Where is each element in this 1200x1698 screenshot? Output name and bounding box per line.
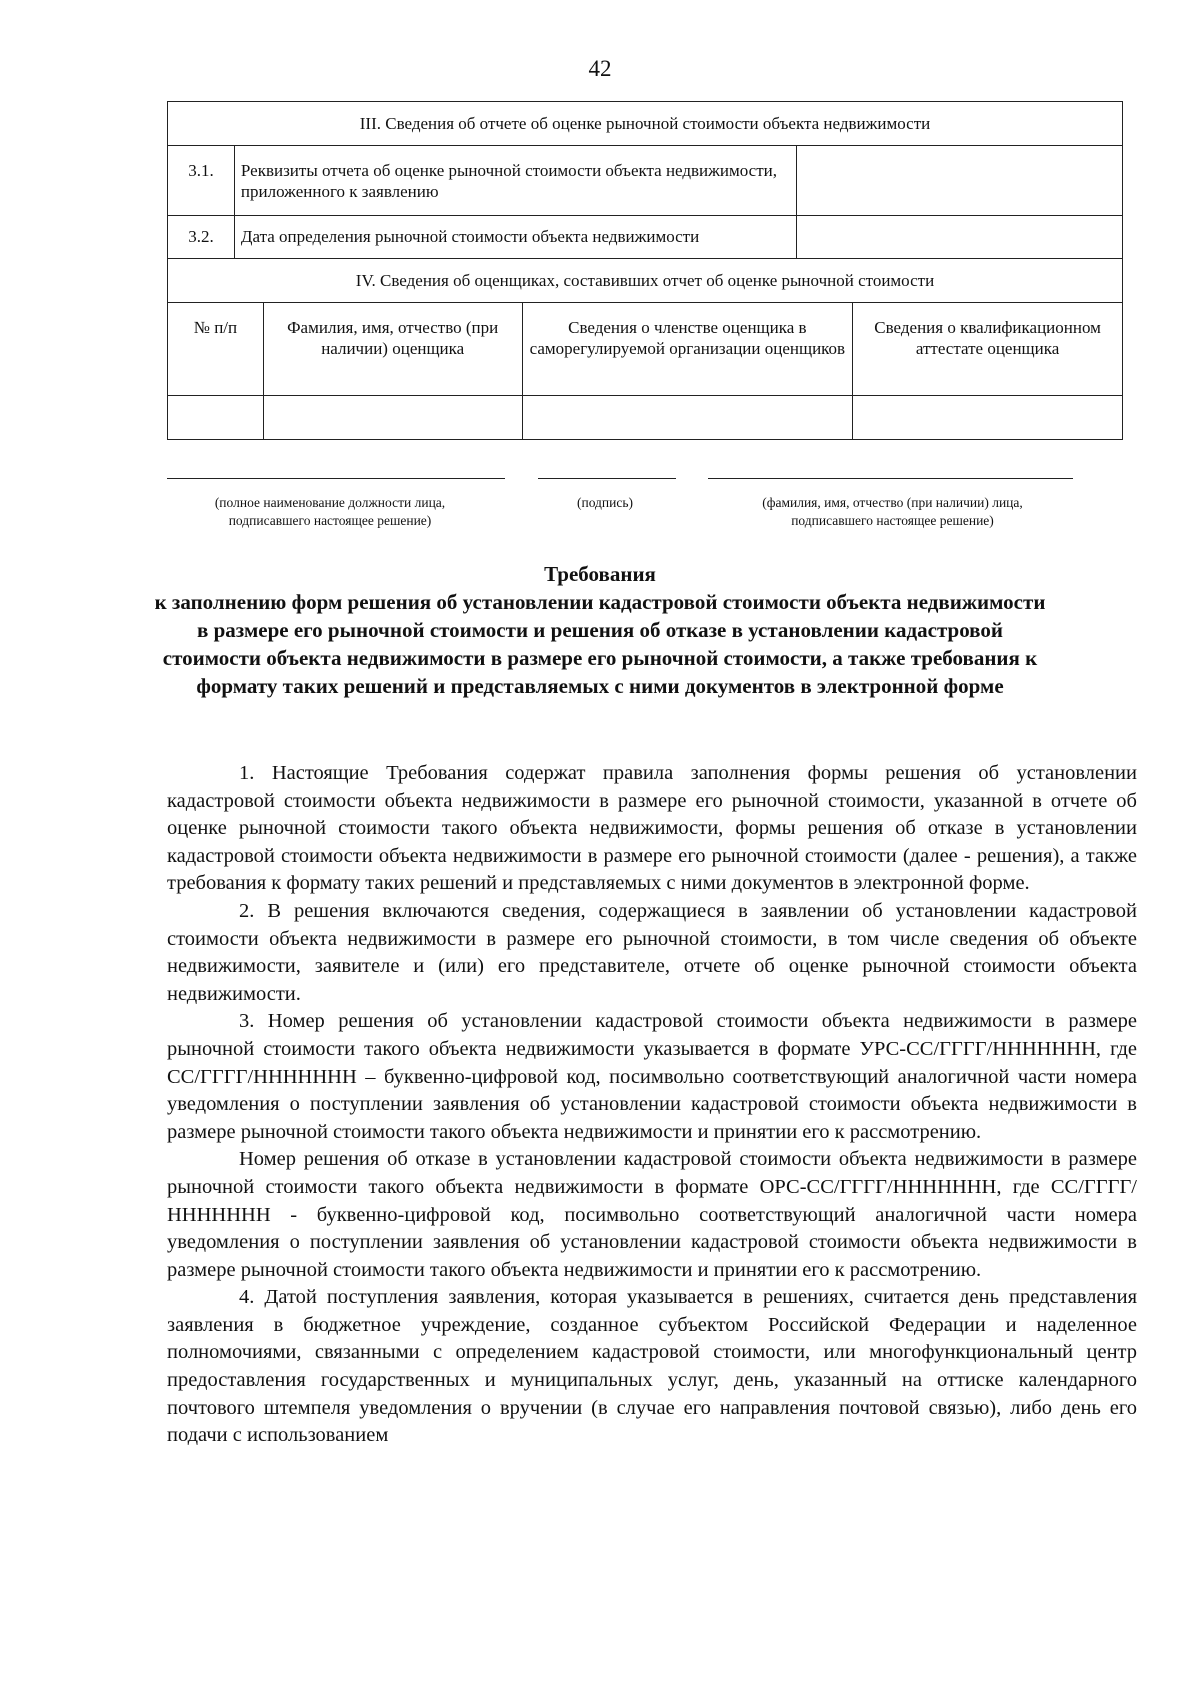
paragraph-3-refusal: Номер решения об отказе в установлении кадастровой стоимости объекта недвижимости в размере рыночной стоимости такого объекта недвижимости в формате ОРС-СС/ГГГГ/ННННННН, где СС/ГГГГ/ННННННН - буквенно-цифровой код, посимвольно соответствующий аналогичной части номера уведомления о поступлении заявления об установлении кадастровой стоимости объекта недвижимости в размере рыночной стоимости такого объекта недвижимости и принятии его к рассмотрению.	[167, 1148, 1137, 1281]
header-qualification-certificate: Сведения о квалификационном аттестате оценщика	[853, 303, 1123, 396]
header-number: № п/п	[168, 303, 264, 396]
signature-caption: (подпись)	[576, 495, 634, 510]
paragraph-1: 1. Настоящие Требования содержат правила заполнения формы решения об установлении кадастровой стоимости объекта недвижимости в размере его рыночной стоимости, указанной в отчете об оценке рыночной стоимости такого объекта недвижимости, формы решения об отказе в установлении кадастровой стоимости объекта недвижимости в размере его рыночной стоимости (далее - решения), а также требования к формату таких решений и представляемых с ними документов в электронной форме.	[167, 762, 1137, 895]
empty-cell	[522, 396, 853, 440]
position-signature-line	[167, 478, 505, 479]
row-3-2-number: 3.2.	[168, 216, 235, 259]
row-3-1-label: Реквизиты отчета об оценке рыночной стоимости объекта недвижимости, приложенного к заявлению	[234, 146, 796, 216]
header-sro-membership: Сведения о членстве оценщика в саморегулируемой организации оценщиков	[522, 303, 853, 396]
signature-line	[538, 478, 676, 479]
requirements-title: Требования	[544, 562, 656, 586]
section-3-title: III. Сведения об отчете об оценке рыночной стоимости объекта недвижимости	[168, 102, 1123, 146]
row-3-1-value	[797, 146, 1123, 216]
row-3-1-number: 3.1.	[168, 146, 235, 216]
header-appraiser-name: Фамилия, имя, отчество (при наличии) оценщика	[263, 303, 522, 396]
name-signature-line	[708, 478, 1073, 479]
appraisal-report-table	[167, 101, 1123, 440]
row-3-2-value	[797, 216, 1123, 259]
row-3-2-label: Дата определения рыночной стоимости объекта недвижимости	[234, 216, 796, 259]
requirements-subtitle: к заполнению форм решения об установлении кадастровой стоимости объекта недвижимости в размере его рыночной стоимости и решения об отказе в установлении кадастровой стоимости объекта недвижимости в размере его рыночной стоимости, а также требования к формату таких решений и представляемых с ними документов в электронной форме	[154, 590, 1046, 698]
page-number: 42	[588, 56, 612, 81]
section-4-title: IV. Сведения об оценщиках, составивших отчет об оценке рыночной стоимости	[168, 259, 1123, 303]
requirements-body	[167, 760, 1137, 1450]
paragraph-3: 3. Номер решения об установлении кадастровой стоимости объекта недвижимости в размере рыночной стоимости такого объекта недвижимости указывается в формате УРС-СС/ГГГГ/ННННННН, где СС/ГГГГ/ННННННН – буквенно-цифровой код, посимвольно соответствующий аналогичной части номера уведомления о поступлении заявления об установлении кадастровой стоимости объекта недвижимости в размере рыночной стоимости такого объекта недвижимости и принятии его к рассмотрению.	[167, 1010, 1137, 1143]
paragraph-2: 2. В решения включаются сведения, содержащиеся в заявлении об установлении кадастровой стоимости объекта недвижимости в размере его рыночной стоимости, в том числе сведения об объекте недвижимости, заявителе и (или) его представителе, отчете об оценке рыночной стоимости объекта недвижимости.	[167, 899, 1137, 1005]
empty-cell	[853, 396, 1123, 440]
empty-cell	[168, 396, 264, 440]
requirements-heading	[150, 560, 1050, 700]
paragraph-4: 4. Датой поступления заявления, которая указывается в решениях, считается день представления заявления в бюджетное учреждение, созданное субъектом Российской Федерации и наделенное полномочиями, связанными с определением кадастровой стоимости, или многофункциональный центр предоставления государственных и муниципальных услуг, день, указанный на оттиске календарного почтового штемпеля уведомления о вручении (в случае его направления почтовой связью), либо день его подачи с использованием	[167, 1286, 1137, 1447]
empty-cell	[263, 396, 522, 440]
position-caption: (полное наименование должности лица, подписавшего настоящее решение)	[214, 495, 446, 528]
name-caption: (фамилия, имя, отчество (при наличии) лица, подписавшего настоящее решение)	[762, 495, 1023, 528]
